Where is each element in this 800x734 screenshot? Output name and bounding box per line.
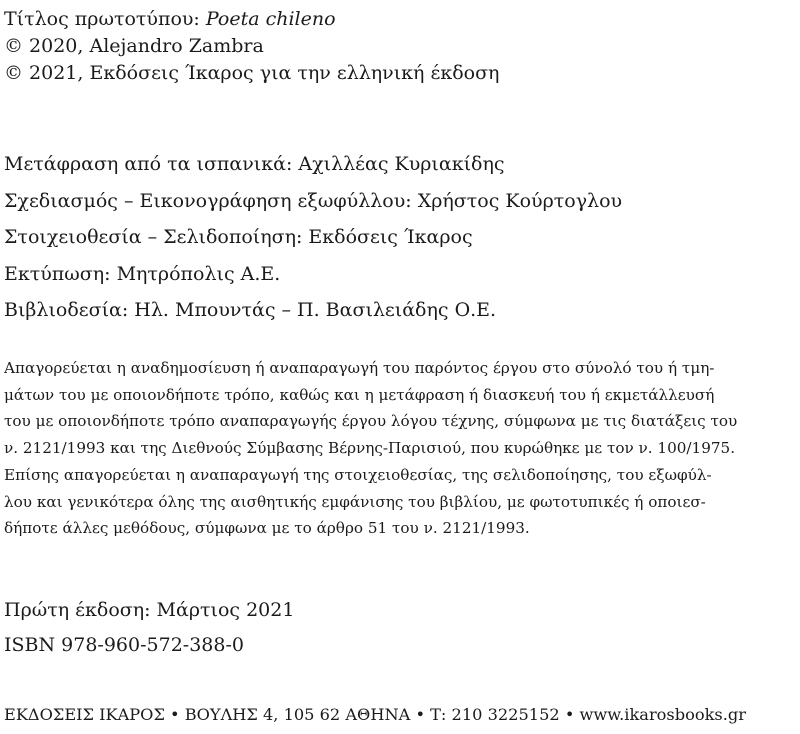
printing-credit: Εκτύπωση: Μητρόπολις Α.Ε. <box>4 262 281 285</box>
legal-notice-line: Απαγορεύεται η αναδημοσίευση ή αναπαραγωγή του παρόντος έργου στο σύνολό του ή τμη- <box>4 359 715 377</box>
legal-notice-line: μάτων του με οποιονδήποτε τρόπο, καθώς και η μετάφραση ή διασκευή του ή εκμετάλλευσή <box>4 385 715 404</box>
credits-block <box>4 6 784 87</box>
legal-notice-line: του με οποιονδήποτε τρόπο αναπαραγωγής έργου λόγου τέχνης, σύμφωνα με τις διατάξεις του <box>4 412 738 431</box>
cover-design-credit: Σχεδιασμός – Εικονογράφηση εξωφύλλου: Χρήστος Κούρτογλου <box>4 189 623 212</box>
edition-info <box>4 593 784 663</box>
staff-credits <box>4 146 784 329</box>
original-title-line <box>4 6 784 33</box>
binding-credit: Βιβλιοδεσία: Ηλ. Μπουντάς – Π. Βασιλειάδης Ο.Ε. <box>4 299 497 321</box>
isbn: ISBN 978-960-572-388-0 <box>4 634 244 656</box>
translator-credit: Μετάφραση από τα ισπανικά: Αχιλλέας Κυριακίδης <box>4 153 505 175</box>
legal-notice-line: λου και γενικότερα όλης της αισθητικής εμφάνισης του βιβλίου, με φωτοτυπικές ή οποιεσ- <box>4 492 706 511</box>
copyright-publisher: © 2021, Εκδόσεις Ίκαρος για την ελληνική έκδοση <box>4 62 500 84</box>
legal-notice-line: Επίσης απαγορεύεται η αναπαραγωγή της στοιχειοθεσίας, της σελιδοποίησης, του εξωφύλ- <box>4 465 712 484</box>
original-title: Poeta chileno <box>205 8 336 30</box>
first-edition: Πρώτη έκδοση: Μάρτιος 2021 <box>4 599 295 621</box>
legal-notice-line: δήποτε άλλες μεθόδους, σύμφωνα με το άρθρο 51 του ν. 2121/1993. <box>4 519 530 538</box>
publisher-footer: ΕΚΔΟΣΕΙΣ ΙΚΑΡΟΣ • ΒΟΥΛΗΣ 4, 105 62 ΑΘΗΝΑ • Τ: 210 3225152 • www.ikarosbooks.gr <box>4 705 746 724</box>
copyright-author: © 2020, Alejandro Zambra <box>4 35 264 57</box>
original-title-label: Τίτλος πρωτοτύπου: <box>4 8 206 30</box>
legal-notice-line: ν. 2121/1993 και της Διεθνούς Σύμβασης Βέρνης-Παρισιού, που κυρώθηκε με τον ν. 100/1975. <box>4 439 736 458</box>
typesetting-credit: Στοιχειοθεσία – Σελιδοποίηση: Εκδόσεις Ίκαρος <box>4 226 473 248</box>
legal-notice <box>4 355 786 542</box>
